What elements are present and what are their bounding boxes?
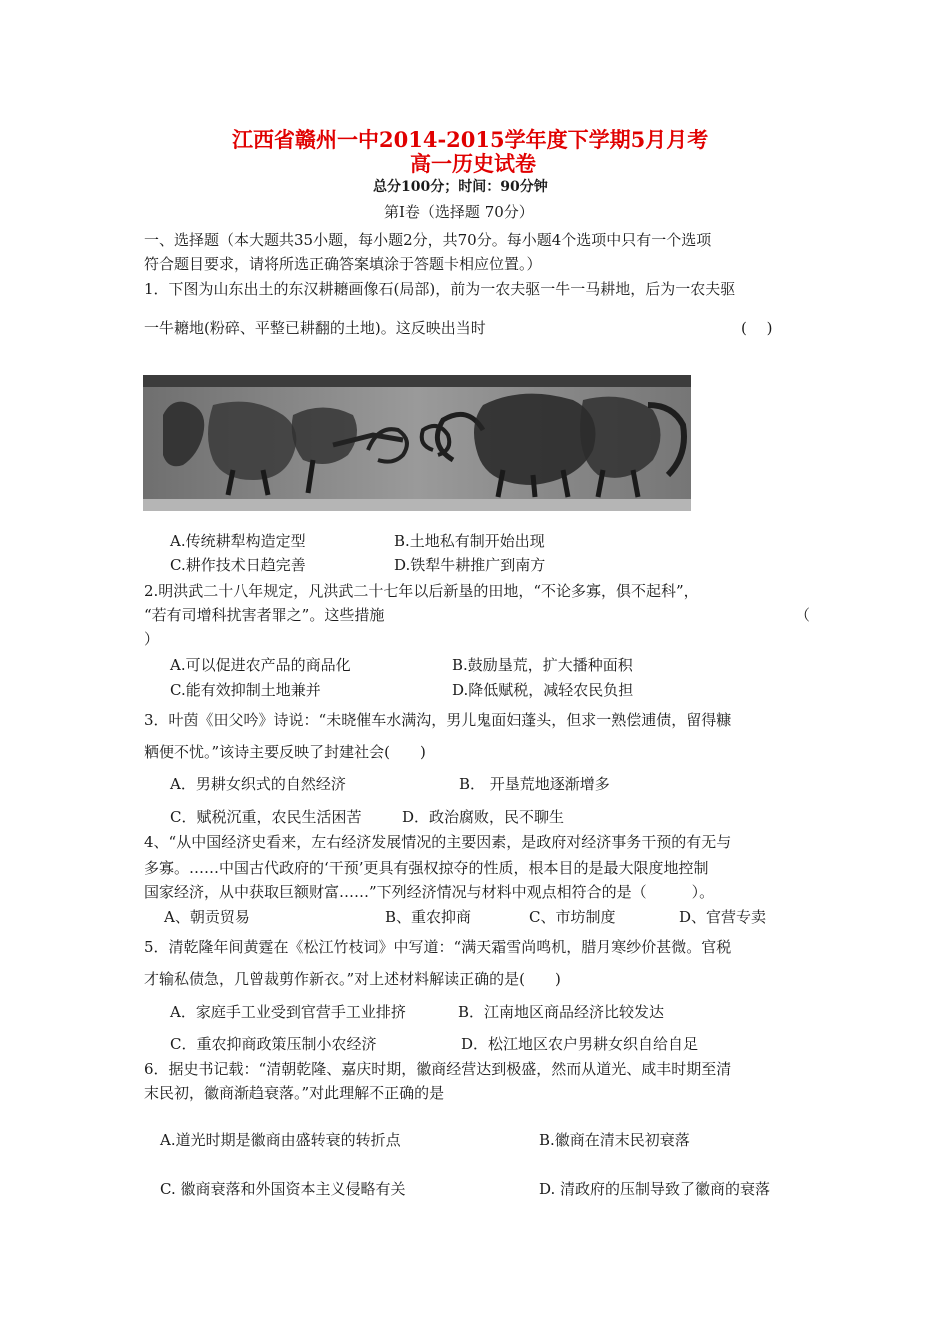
q2-option-c: C.能有效抑制土地兼并 — [170, 681, 321, 699]
q1-answer-bracket: ( ) — [741, 319, 773, 337]
q2-bracket-open: （ — [795, 606, 811, 624]
q4-option-a: A、朝贡贸易 — [164, 908, 250, 926]
q1-option-d: D.铁犁牛耕推广到南方 — [394, 556, 546, 574]
q3-option-a: A．男耕女织式的自然经济 — [170, 775, 346, 793]
q1-stem-line2: 一牛耱地(粉碎、平整已耕翻的土地)。这反映出当时 — [144, 319, 486, 337]
q4-stem-line2: 多寡。……中国古代政府的‘干预’更具有强权掠夺的性质，根本目的是最大限度地控制 — [144, 859, 709, 877]
q2-stem-line1: 2.明洪武二十八年规定，凡洪武二十七年以后新垦的田地，“不论多寡，俱不起科”， — [144, 582, 699, 600]
stone-relief-ox-horse-plowing-image — [143, 375, 691, 511]
instructions-line1: 一、选择题（本大题共35小题，每小题2分，共70分。每小题4个选项中只有一个选项 — [144, 231, 712, 249]
q5-option-d: D．松江地区农户男耕女织自给自足 — [461, 1035, 699, 1053]
q2-bracket-close: ） — [144, 630, 160, 648]
exam-title: 江西省赣州一中2014-2015学年度下学期5月月考 — [232, 127, 709, 152]
q3-option-b: B． 开垦荒地逐渐增多 — [459, 775, 610, 793]
q2-option-b: B.鼓励垦荒，扩大播种面积 — [452, 656, 633, 674]
score-time: 总分100分；时间：90分钟 — [373, 179, 548, 195]
q1-option-a: A.传统耕犁构造定型 — [170, 532, 306, 550]
q1-option-c: C.耕作技术日趋完善 — [170, 556, 306, 574]
q4-option-b: B、重农抑商 — [385, 908, 472, 926]
q4-option-c: C、市坊制度 — [529, 908, 616, 926]
q6-option-a: A.道光时期是徽商由盛转衰的转折点 — [160, 1131, 401, 1149]
q4-option-d: D、官营专卖 — [679, 908, 767, 926]
q5-option-c: C．重农抑商政策压制小农经济 — [170, 1035, 377, 1053]
q5-option-b: B．江南地区商品经济比较发达 — [458, 1003, 665, 1021]
q1-stem-line1: 1．下图为山东出土的东汉耕耱画像石(局部)，前为一农夫驱一牛一马耕地，后为一农夫驱 — [144, 280, 736, 298]
q4-stem-line1: 4、“从中国经济史看来，左右经济发展情况的主要因素，是政府对经济事务干预的有无与 — [144, 833, 732, 851]
q2-option-d: D.降低赋税，减轻农民负担 — [452, 681, 634, 699]
q6-option-d: D. 清政府的压制导致了徽商的衰落 — [539, 1180, 771, 1198]
q6-option-c: C. 徽商衰落和外国资本主义侵略有关 — [160, 1180, 406, 1198]
exam-subtitle: 高一历史试卷 — [410, 151, 536, 176]
q6-option-b: B.徽商在清末民初衰落 — [539, 1131, 690, 1149]
q6-stem-line1: 6．据史书记载：“清朝乾隆、嘉庆时期，徽商经营达到极盛，然而从道光、咸丰时期至清 — [144, 1060, 732, 1078]
q4-stem-line3: 国家经济，从中获取巨额财富……”下列经济情况与材料中观点相符合的是（ ）。 — [144, 883, 715, 901]
q5-stem-line2: 才输私债急，几曾裁剪作新衣。”对上述材料解读正确的是( ) — [144, 970, 561, 988]
q2-option-a: A.可以促进农产品的商品化 — [170, 656, 351, 674]
q3-option-d: D．政治腐败，民不聊生 — [402, 808, 565, 826]
q3-option-c: C．赋税沉重，农民生活困苦 — [170, 808, 362, 826]
q1-option-b: B.土地私有制开始出现 — [394, 532, 545, 550]
q6-stem-line2: 末民初，徽商渐趋衰落。”对此理解不正确的是 — [144, 1084, 445, 1102]
q5-option-a: A．家庭手工业受到官营手工业排挤 — [170, 1003, 406, 1021]
q3-stem-line2: 粞便不忧。”该诗主要反映了封建社会( ) — [144, 743, 426, 761]
part-title: 第Ⅰ卷（选择题 70分） — [384, 203, 534, 221]
q2-stem-line2: “若有司增科扰害者罪之”。这些措施 — [144, 606, 385, 624]
q3-stem-line1: 3．叶茵《田父吟》诗说：“未晓催车水满沟，男儿鬼面妇蓬头，但求一熟偿逋债，留得糠 — [144, 711, 732, 729]
instructions-line2: 符合题目要求，请将所选正确答案填涂于答题卡相应位置。） — [144, 255, 542, 273]
q5-stem-line1: 5．清乾隆年间黄霆在《松江竹枝词》中写道：“满天霜雪尚鸣机，腊月寒纱价甚微。官税 — [144, 938, 732, 956]
